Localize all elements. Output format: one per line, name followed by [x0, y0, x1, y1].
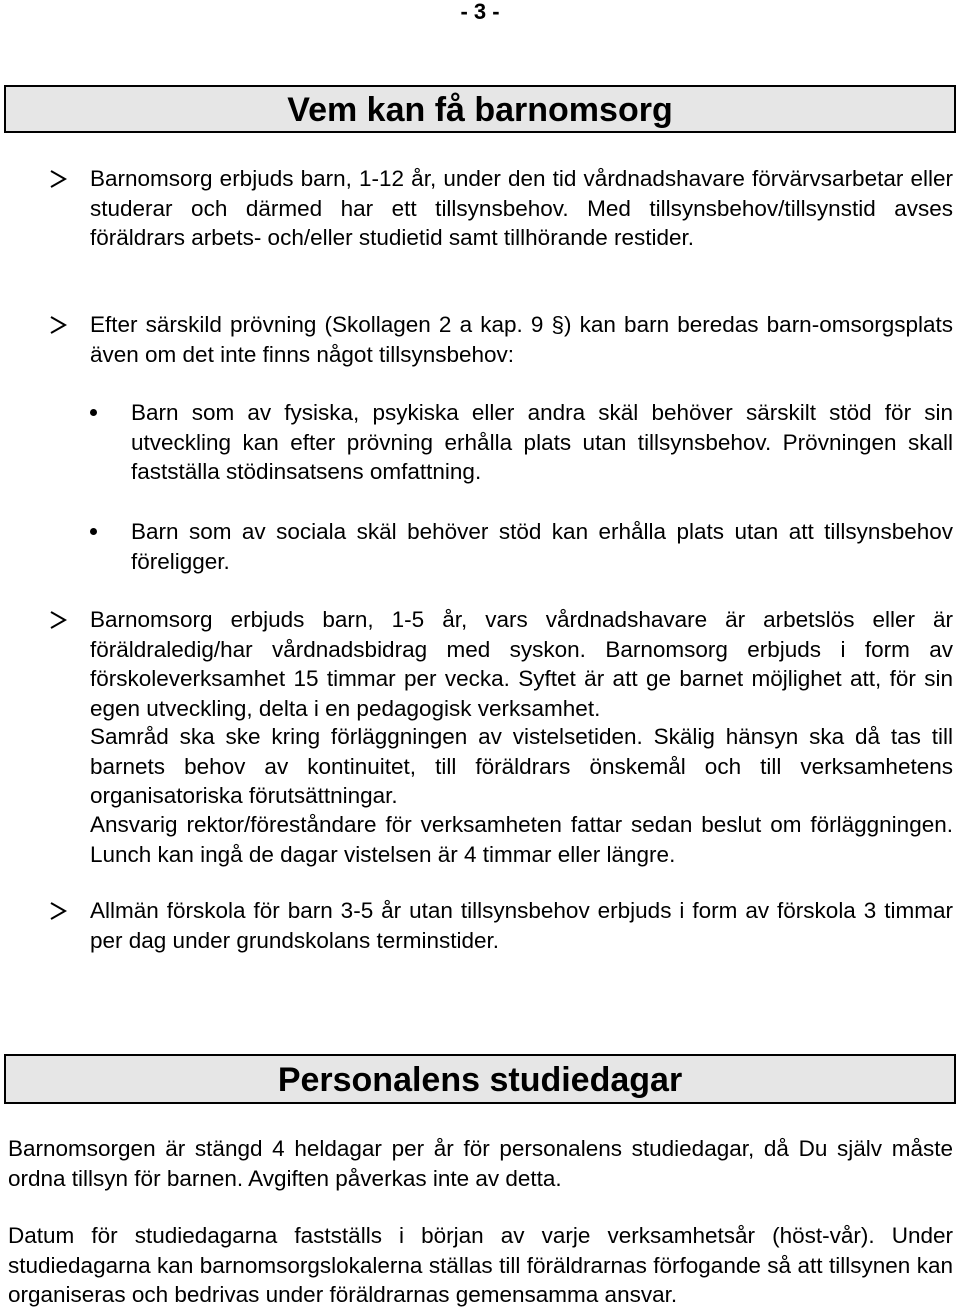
bullet-text-4: Allmän förskola för barn 3-5 år utan tillsynsbehov erbjuds i form av förskola 3 timmar per dag under grundskolans terminstider.: [90, 898, 953, 953]
arrow-bullet-icon: [49, 902, 67, 920]
sub-bullet-text-1: Barn som av fysiska, psykiska eller andra skäl behöver särskilt stöd för sin utveckling kan efter prövning erhålla plats utan tillsynsbehov. Prövningen skall fastställa stödinsatsens omfattning.: [131, 400, 953, 484]
sub-bullet-text-2: Barn som av sociala skäl behöver stöd kan erhålla plats utan att tillsynsbehov föreligger.: [131, 519, 953, 574]
bullet-text-1: Barnomsorg erbjuds barn, 1-12 år, under den tid vårdnadshavare förvärvsarbetar eller studerar och därmed har ett tillsynsbehov. Med tillsynsbehov/tillsynstid avses föräldrars arbets- och/eller studietid samt tillhörande restider.: [90, 166, 953, 250]
dot-bullet-icon: [90, 528, 97, 535]
bullet-text-3c: Ansvarig rektor/föreståndare för verksamheten fattar sedan beslut om förläggningen. Lunch kan ingå de dagar vistelsen är 4 timmar eller längre.: [90, 812, 953, 867]
studiedagar-paragraph-2: Datum för studiedagarna fastställs i början av varje verksamhetsår (höst-vår). Under studiedagarna kan barnomsorgslokalerna ställas till föräldrarnas förfogande så att tillsynen kan organiseras och bedrivas under föräldrarnas gemensamma ansvar.: [8, 1223, 953, 1307]
bullet-text-3a: Barnomsorg erbjuds barn, 1-5 år, vars vårdnadshavare är arbetslös eller är föräldraledig/har vårdnadsbidrag med syskon. Barnomsorg erbjuds i form av förskoleverksamhet 15 timmar per vecka. Syftet är att ge barnet möjlighet att, för sin egen utveckling, delta i en pedagogisk verksamhet.: [90, 607, 953, 721]
bullet-text-2: Efter särskild prövning (Skollagen 2 a kap. 9 §) kan barn beredas barn-omsorgsplats även om det inte finns något tillsynsbehov:: [90, 312, 953, 367]
arrow-bullet-icon: [49, 611, 67, 629]
section-heading-studiedagar: Personalens studiedagar: [4, 1054, 956, 1104]
studiedagar-paragraph-1: Barnomsorgen är stängd 4 heldagar per år för personalens studiedagar, då Du själv måste ordna tillsyn för barnen. Avgiften påverkas inte av detta.: [8, 1136, 953, 1191]
bullet-text-3b: Samråd ska ske kring förläggningen av vistelsetiden. Skälig hänsyn ska då tas till barnets behov av kontinuitet, till föräldrars önskemål och till verksamhetens organisatoriska förutsättningar.: [90, 724, 953, 808]
dot-bullet-icon: [90, 409, 97, 416]
arrow-bullet-icon: [49, 170, 67, 188]
page-number: - 3 -: [460, 0, 500, 24]
section-heading-barnomsorg: Vem kan få barnomsorg: [4, 85, 956, 133]
arrow-bullet-icon: [49, 316, 67, 334]
